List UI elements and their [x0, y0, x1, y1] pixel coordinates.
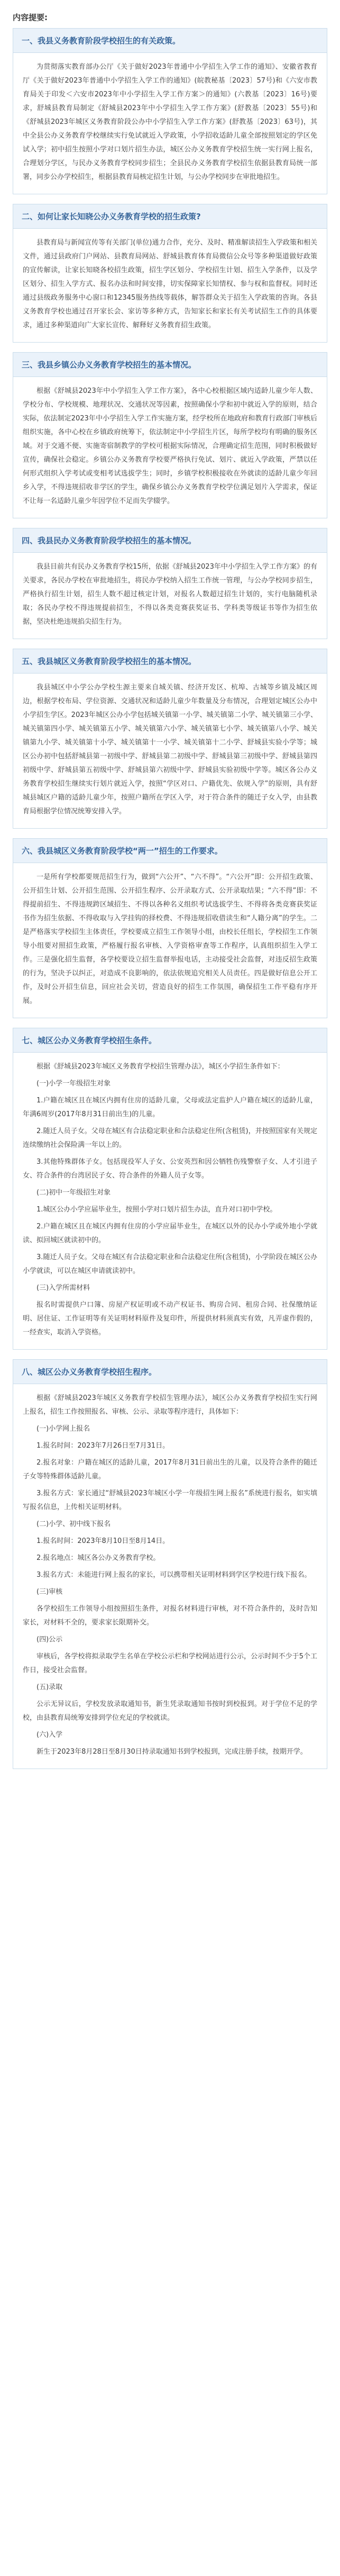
section-paragraph: 公示无异议后，学校发放录取通知书，新生凭录取通知书按时到校报到。对于学位不足的学校，由县教育局统筹安排到学位充足的学校就读。 — [23, 1700, 317, 1722]
section-paragraph: 报名时需提供户口簿、房屋产权证明或不动产权证书、购房合同、租房合同、社保缴纳证明、居住证、工作证明等有关证明材料原件及复印件，所提供材料须真实有效，凡弄虚作假的，一经查实，取消入学资格。 — [23, 1301, 317, 1336]
section-3 — [13, 352, 327, 518]
section-paragraph: 根据《舒城县2023年城区义务教育学校招生管理办法》，城区小学招生条件如下： — [36, 1063, 284, 1071]
section-paragraph: 根据《舒城县2023年中小学招生入学工作方案》，各中心校根据区域内适龄儿童少年人数、学校分布、学校规模、地理状况、交通状况等因素，按照确保小学和初中就近入学的原则，结合实际，依法制定2023年中小学招生入学工作实施方案，经学校所在地政府和教育行政部门审核后组织实施，各中心校在乡镇政府统筹下，依法制定中小学招生片区，每所学校均有明确的服务区域。对于交通不便、实施寄宿制教学的学校可根据实际情况，合理确定招生范围，同时积极做好宣传，确保社会稳定。乡镇公办义务教育学校要严格执行免试、划片、就近入学政策，严禁以任何形式组织入学考试或变相考试选拔学生；同时，乡镇学校积极接收在外就读的适龄儿童少年回乡入学，不得违规招收非学区的学生，确保乡镇公办义务教育学校学位满足划片入学需求，保证不让每一名适龄儿童少年因学位不足而失学辍学。 — [23, 387, 317, 505]
section-title: 六、我县城区义务教育阶段学校“两一”招生的工作要求。 — [13, 839, 327, 863]
section-paragraph: 1.报名时间：2023年8月10日至8月14日。 — [36, 1537, 170, 1545]
section-paragraph: 1.报名时间：2023年7月26日至7月31日。 — [36, 1442, 170, 1450]
intro-label: 内容提要: — [13, 13, 48, 22]
section-paragraph: 3.随迁人员子女。父母在城区有合法稳定职业和合法稳定住所(含租赁)，小学阶段在城区公办小学就读，可以在城区申请就读初中。 — [23, 1253, 317, 1275]
section-paragraph: 2.户籍在城区且在城区内拥有住房的小学应届毕业生，在城区以外的民办小学或外地小学就读、拟回城区就读初中的。 — [23, 1223, 317, 1244]
section-title: 八、城区公办义务教育学校招生程序。 — [13, 1360, 327, 1384]
section-7 — [13, 1028, 327, 1350]
section-title: 二、如何让家长知晓公办义务教育学校的招生政策? — [13, 204, 327, 229]
section-paragraph: 县教育局与新闻宣传等有关部门(单位)通力合作，充分、及时、精准解读招生入学政策和相关文件，通过县政府门户网站、县教育局网站、舒城县教育体育局微信公众号等多种渠道做好政策的宣传解读，让家长知晓各校招生政策，招生学区划分、学校招生计划、招生入学条件，以及学区划分、招生入学方式、报名办法和时间安排，切实保障家长知情权、参与权和监督权。同时还通过县级政务服务中心窗口和12345服务热线等载体，解答群众关于招生入学政策的咨询。各县义务教育学校也通过召开家长会、家访等多种方式，告知家长和家长有关考试招生工作的具体要求，通过多种渠道向广大家长宣传、解释好义务教育招生政策。 — [23, 239, 317, 329]
section-paragraph: 1.城区公办小学应届毕业生，按照小学对口划片招生办法，直升对口初中学校。 — [36, 1206, 277, 1214]
section-paragraph: 2.随迁人员子女。父母在城区有合法稳定职业和合法稳定住所(含租赁)，并按照国家有关规定连续缴纳社会保险满一年以上的。 — [23, 1127, 317, 1149]
section-8 — [13, 1359, 327, 1769]
section-paragraph: 一是所有学校都要规范招生行为，做到“六公开”、“六不得”。“六公开”即：公开招生政策、公开招生计划、公开招生范围、公开招生程序、公开录取方式、公开录取结果；“六不得”即：不得提前招生、不得违规跨区域招生、不得以各种名义组织考试选拔学生、不得将各类竞赛获奖证书作为招生依据、不得收取与入学挂钩的择校费、不得违规招收借读生和“人籍分离”的学生。二是严格落实学校招生主体责任，学校要成立招生工作领导小组，由校长任组长，学校招生工作领导小组要对照招生政策，严格履行报名审核、入学资格审查等工作程序，认真组织招生入学工作。三是强化招生监督，各学校要设立招生监督举报电话，主动接受社会监督，对违反招生政策的行为，坚决予以纠正，对造成不良影响的，依法依规追究相关人员责任。四是做好信息公开工作，及时公开招生信息，回应社会关切，营造良好的招生工作氛围，确保招生工作平稳有序开展。 — [23, 873, 317, 1005]
section-paragraph: 新生于2023年8月28日至8月30日持录取通知书到学校报到，完成注册手续，按期开学。 — [36, 1748, 307, 1756]
section-2 — [13, 204, 327, 343]
section-body — [13, 53, 327, 194]
section-paragraph: 审核后，各学校将拟录取学生名单在学校公示栏和学校网站进行公示，公示时间不少于5个工作日，接受社会监督。 — [23, 1653, 317, 1674]
section-paragraph: (二)初中一年级招生对象 — [36, 1189, 111, 1197]
section-4 — [13, 528, 327, 639]
section-body — [13, 1384, 327, 1769]
section-paragraph: 根据《舒城县2023年城区义务教育学校招生管理办法》，城区公办义务教育学校招生实行网上报名，招生工作按照报名、审核、公示、录取等程序进行，具体如下： — [23, 1394, 317, 1416]
section-body — [13, 553, 327, 639]
section-paragraph: (四)公示 — [36, 1636, 63, 1644]
section-paragraph: (五)录取 — [36, 1683, 63, 1691]
section-paragraph: (二)小学、初中线下报名 — [36, 1520, 111, 1528]
section-paragraph: 1.户籍在城区且在城区内拥有住房的适龄儿童，父母或法定监护人户籍在城区的适龄儿童，年满6周岁(2017年8月31日前出生)的儿童。 — [23, 1097, 317, 1118]
section-paragraph: (一)小学一年级招生对象 — [36, 1080, 111, 1088]
section-paragraph: (一)小学网上报名 — [36, 1425, 90, 1433]
section-6 — [13, 838, 327, 1018]
section-title: 一、我县义务教育阶段学校招生的有关政策。 — [13, 29, 327, 53]
section-paragraph: 2.报名地点：城区各公办义务教育学校。 — [36, 1554, 160, 1562]
section-paragraph: (六)入学 — [36, 1731, 63, 1739]
section-title: 三、我县乡镇公办义务教育学校招生的基本情况。 — [13, 353, 327, 377]
section-body — [13, 674, 327, 828]
section-body — [13, 1053, 327, 1349]
section-paragraph: 2.报名对象：户籍在城区的适龄儿童，2017年8月31日前出生的儿童，以及符合条件的随迁子女等特殊群体适龄儿童。 — [23, 1459, 317, 1480]
section-paragraph: 3.报名方式：未能进行网上报名的家长，可以携带相关证明材料到学区学校进行线下报名。 — [36, 1571, 311, 1579]
section-paragraph: 各学校招生工作领导小组按照招生条件，对报名材料进行审核，对不符合条件的，及时告知家长，对材料不全的，要求家长限期补交。 — [23, 1605, 317, 1627]
section-paragraph: 3.报名方式：家长通过“舒城县2023年城区小学一年级招生网上报名”系统进行报名，如实填写报名信息，上传相关证明材料。 — [23, 1489, 317, 1511]
section-paragraph: (三)入学所需材料 — [36, 1284, 90, 1292]
section-paragraph: 我县目前共有民办义务教育学校15所，依据《舒城县2023年中小学招生入学工作方案》的有关要求，各民办学校在审批地招生，将民办学校纳入招生工作统一管理，与公办学校同步招生，严格执行招生计划，招生人数不超过核定计划，对报名人数超过招生计划的，实行电脑随机录取；各民办学校不得违规提前招生，不得以各类竞赛获奖证书、学科类等级证书等作为招生依据，坚决杜绝违规掐尖招生行为。 — [23, 563, 317, 626]
section-paragraph: 3.其他特殊群体子女。包括现役军人子女、公安英烈和因公牺牲伤残警察子女、人才引进子女、符合条件的台湾居民子女、符合条件的外籍人员子女等。 — [23, 1158, 317, 1180]
bottom-spacer — [13, 1779, 327, 1800]
section-title: 四、我县民办义务教育阶段学校招生的基本情况。 — [13, 528, 327, 553]
section-body — [13, 863, 327, 1018]
section-paragraph: 我县城区中小学公办学校生源主要来自城关镇、经济开发区、杭埠、古城等乡镇及城区周边，根据学校布局、学位资源、交通状况和适龄儿童少年数量及分布情况，合理划定城区公办中小学招生学区。2023年城区公办小学包括城关镇第一小学、城关镇第二小学、城关镇第三小学、城关镇第四小学、城关镇第五小学、城关镇第六小学、城关镇第七小学、城关镇第八小学、城关镇第九小学、城关镇第十小学、城关镇第十一小学、城关镇第十二小学、舒城县实验小学等；城区公办初中包括舒城县第一初级中学、舒城县第二初级中学、舒城县第三初级中学、舒城县第四初级中学、舒城县第五初级中学、舒城县第六初级中学、舒城县实验初级中学等。城区各公办义务教育学校招生继续实行划片就近入学，按照“学区对口、户籍优先、依规入学”的原则，具有舒城县城区户籍的适龄儿童少年，按照户籍所在学区入学，对于符合条件的随迁子女入学，由县教育局根据学位情况统筹安排入学。 — [23, 684, 317, 815]
section-title: 五、我县城区义务教育阶段学校招生的基本情况。 — [13, 649, 327, 674]
section-paragraph: (三)审核 — [36, 1588, 63, 1596]
section-paragraph: 为贯彻落实教育部办公厅《关于做好2023年普通中小学招生入学工作的通知》、安徽省教育厅《关于做好2023年普通中小学招生入学工作的通知》(皖教秘基〔2023〕57号)和《六安市教育局关于印发＜六安市2023年中小学招生入学工作方案＞的通知》(六教基〔2023〕16号)要求，舒城县教育局制定《舒城县2023年中小学招生入学工作方案》(舒教基〔2023〕55号)和《舒城县2023年城区义务教育阶段公办中小学招生入学工作方案》(舒教基〔2023〕63号)，其中全县公办义务教育学校继续实行免试就近入学政策，小学招收适龄儿童全部按照划定的学区免试入学；初中招生按照小学对口划片招生办法，城区公办义务教育学校招生统一实行网上报名，合理划分学区，与民办义务教育学校同步招生；全县民办义务教育学校招生依据县教育局统一部署，同步公办学校招生，根据县教育局核定招生计划，与公办学校同步在审批地招生。 — [23, 63, 317, 181]
section-body — [13, 229, 327, 342]
section-5 — [13, 649, 327, 829]
section-title: 七、城区公办义务教育学校招生条件。 — [13, 1028, 327, 1053]
sections-container — [13, 28, 327, 1769]
section-1 — [13, 28, 327, 194]
section-body — [13, 377, 327, 518]
